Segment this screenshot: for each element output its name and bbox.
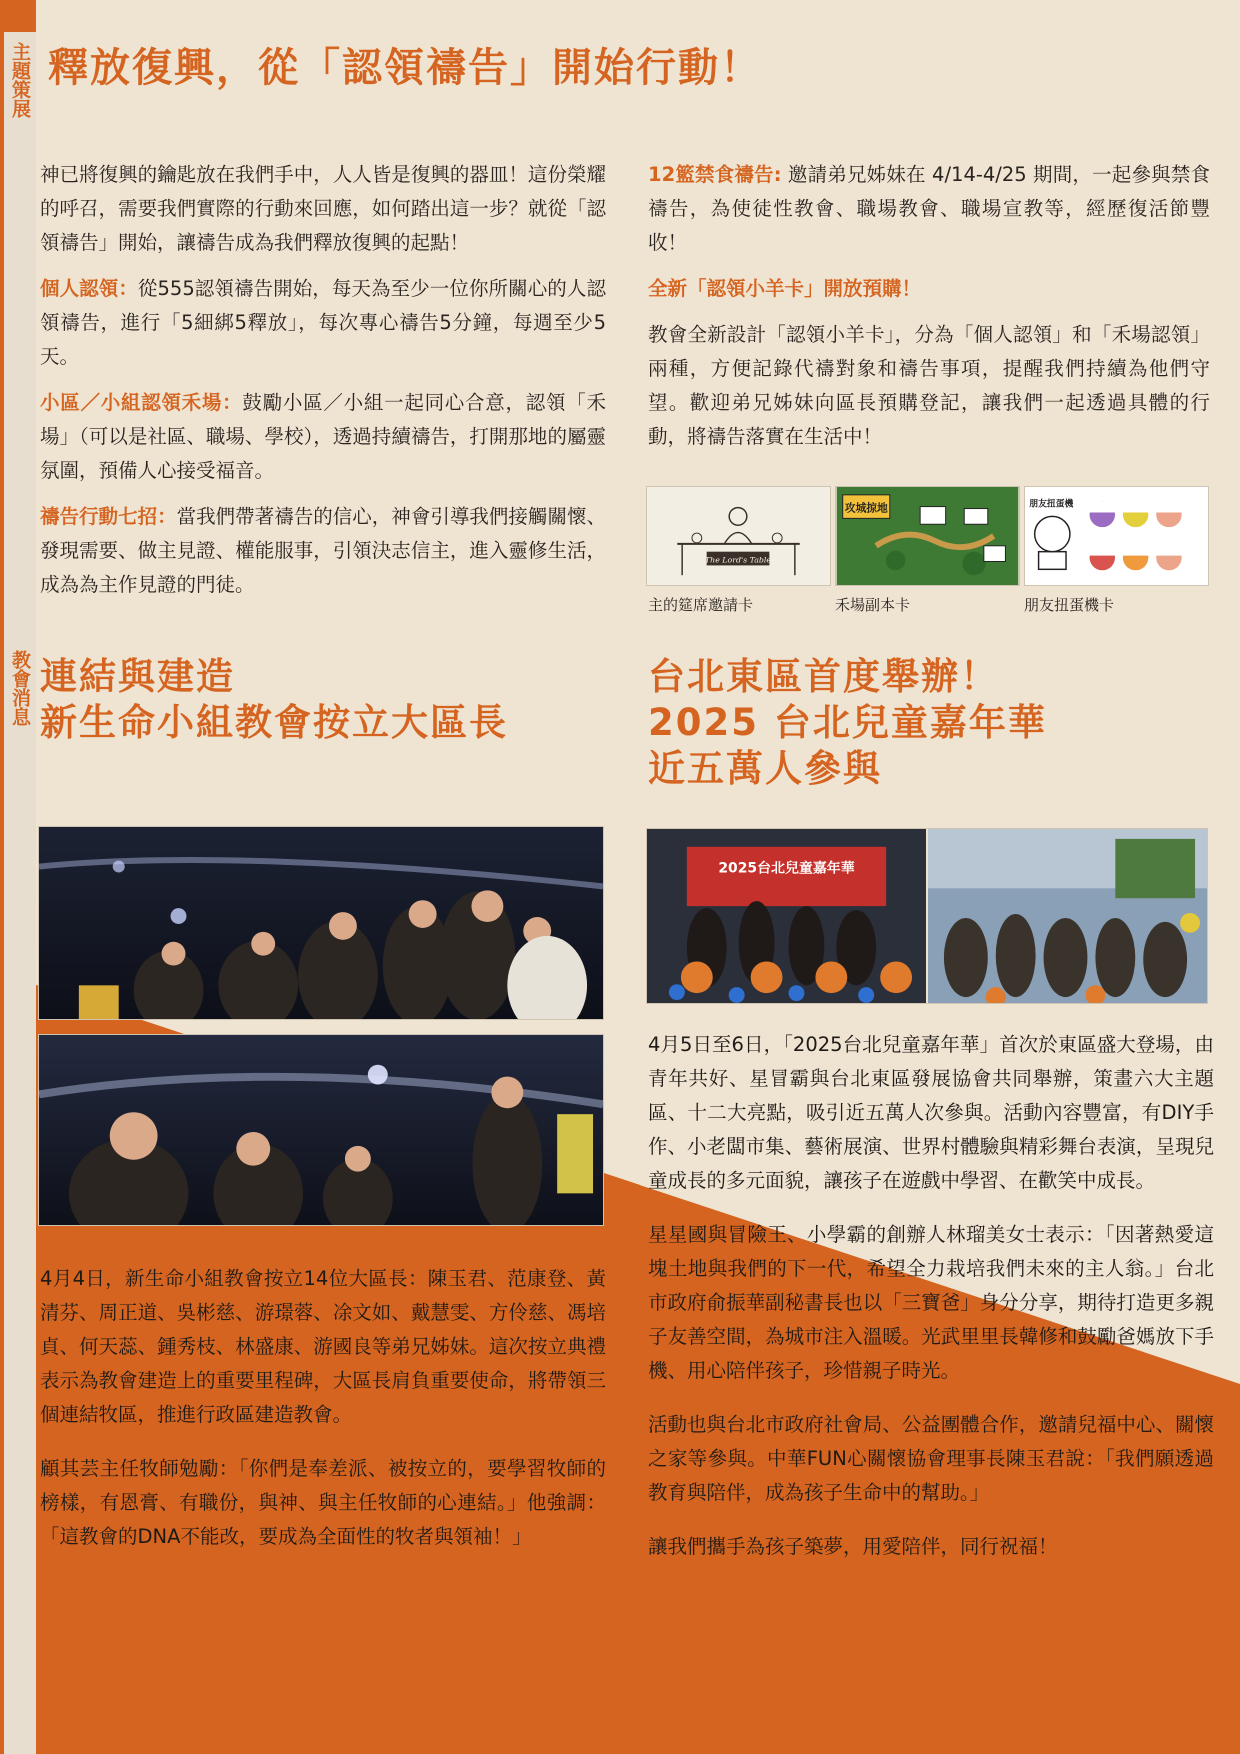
lamb-card-heading: 全新「認領小羊卡」開放預購！ <box>648 277 922 300</box>
ordination-photo-icon <box>39 827 603 1019</box>
group-claim-paragraph <box>40 386 606 488</box>
svg-text:朋友扭蛋機: 朋友扭蛋機 <box>1029 499 1074 510</box>
section-label-news: 教會消息 <box>9 650 31 726</box>
card-caption-friend-gacha: 朋友扭蛋機卡 <box>1024 596 1115 614</box>
ordination-paragraph-2: 顧其芸主任牧師勉勵：「你們是奉差派、被按立的，要學習牧師的榜樣，有恩膏、有職份，與神、與主任牧師的心連結。」他強調：「這教會的DNA不能改，要成為全面性的牧者與領袖！」 <box>40 1457 606 1548</box>
prayer-left-column <box>40 158 606 602</box>
lamb-card-description: 教會全新設計「認領小羊卡」，分為「個人認領」和「禾場認領」兩種，方便記錄代禱對象和禱告事項，提醒我們持續為他們守望。歡迎弟兄姊妹向區長預購登記，讓我們一起透過具體的行動，將禱告落實在生活中！ <box>648 323 1210 448</box>
news-right-title <box>648 654 1218 792</box>
seven-moves-text: 當我們帶著禱告的信心，神會引導我們接觸關懷、發現需要、做主見證、權能服事，引領決志信主，進入靈修生活，成為為主作見證的門徒。 <box>40 505 606 596</box>
fasting-paragraph <box>648 158 1210 260</box>
table-card-icon <box>647 487 830 585</box>
lords-table-card-image <box>646 486 831 586</box>
carnival-paragraph-3: 活動也與台北市政府社會局、公益團體合作，邀請兒福中心、關懷之家等參與。中華FUN心關懷協會理事長陳玉君說：「我們願透過教育與陪伴，成為孩子生命中的幫助。」 <box>648 1413 1214 1504</box>
personal-claim-label: 個人認領： <box>40 277 138 300</box>
news-left-title-line2: 新生命小組教會按立大區長 <box>40 701 508 744</box>
carnival-photo-icon <box>647 829 1207 1003</box>
card-caption-lords-table: 主的筵席邀請卡 <box>648 596 754 614</box>
news-left-title <box>40 654 610 746</box>
carnival-paragraph-1: 4月5日至6日，「2025台北兒童嘉年華」首次於東區盛大登場，由青年共好、星冒霸與台北東區發展協會共同舉辦，策畫六大主題區、十二大亮點，吸引近五萬人次參與。活動內容豐富，有DIY手作、小老闆市集、藝術展演、世界村體驗與精彩舞台表演，呈現兒童成長的多元面貌，讓孩子在遊戲中學習、在歡笑中成長。 <box>648 1033 1214 1192</box>
fasting-text: 邀請弟兄姊妹在 4/14-4/25 期間，一起參與禁食禱告，為使徒性教會、職場教會、職場宣教等，經歷復活節豐收！ <box>648 163 1210 254</box>
ordination-paragraph-1: 4月4日，新生命小組教會按立14位大區長：陳玉君、范康登、黃清芬、周正道、吳彬慈、游璟蓉、凃文如、戴慧雯、方伶慈、馮培貞、何天蕊、鍾秀枝、林盛康、游國良等弟兄姊妹。這次按立典禮表示為教會建造上的重要里程碑，大區長肩負重要使命，將帶領三個連結牧區，推進行政區建造教會。 <box>40 1267 606 1426</box>
corner-tab <box>0 0 36 32</box>
personal-claim-text: 從555認領禱告開始，每天為至少一位你所關心的人認領禱告，進行「5細綁5釋放」，每次專心禱告5分鐘，每週至少5天。 <box>40 277 606 368</box>
seven-moves-label: 禱告行動七招： <box>40 505 177 528</box>
carnival-paragraph-2: 星星國與冒險王、小學霸的創辦人林瑠美女士表示：「因著熱愛這塊土地與我們的下一代，希望全力栽培我們未來的主人翁。」台北市政府俞振華副秘書長也以「三寶爸」身分分享，期待打造更多親子友善空間，為城市注入溫暖。光武里里長韓修和鼓勵爸媽放下手機、用心陪伴孩子，珍惜親子時光。 <box>648 1223 1214 1382</box>
news-left-title-line1: 連結與建造 <box>40 655 235 698</box>
harvest-field-card-image <box>835 486 1020 586</box>
gacha-card-icon <box>1025 487 1208 585</box>
map-card-icon <box>836 487 1019 585</box>
news-right-title-line2: 2025 台北兒童嘉年華 <box>648 701 1047 744</box>
friend-gacha-card-image <box>1024 486 1209 586</box>
news-right-body <box>648 1028 1214 1564</box>
ordination-photo-1 <box>38 826 604 1020</box>
news-right-title-line3: 近五萬人參與 <box>648 747 882 790</box>
svg-text:攻城掠地: 攻城掠地 <box>844 501 888 515</box>
group-claim-text: 鼓勵小區／小組一起同心合意，認領「禾場」（可以是社區、職場、學校），透過持續禱告，打開那地的屬靈氛圍，預備人心接受福音。 <box>40 391 606 482</box>
svg-text:2025台北兒童嘉年華: 2025台北兒童嘉年華 <box>718 860 855 877</box>
fasting-label: 12籃禁食禱告: <box>648 163 782 186</box>
news-left-body <box>40 1262 606 1554</box>
ordination-photo-icon <box>39 1035 603 1225</box>
group-claim-label: 小區／小組認領禾場： <box>40 391 243 414</box>
ordination-photo-2 <box>38 1034 604 1226</box>
card-caption-harvest-field: 禾場副本卡 <box>835 596 911 614</box>
section-label-topic: 主題策展 <box>9 42 31 118</box>
carnival-photo <box>646 828 1208 1004</box>
seven-moves-paragraph <box>40 500 606 602</box>
personal-claim-paragraph <box>40 272 606 374</box>
prayer-intro: 神已將復興的鑰匙放在我們手中，人人皆是復興的器皿！這份榮耀的呼召，需要我們實際的行動來回應，如何踏出這一步？就從「認領禱告」開始，讓禱告成為我們釋放復興的起點！ <box>40 163 606 254</box>
page-title: 釋放復興，從「認領禱告」開始行動！ <box>48 45 762 91</box>
left-accent-bar <box>0 0 4 1754</box>
carnival-paragraph-4: 讓我們攜手為孩子築夢，用愛陪伴，同行祝福！ <box>648 1535 1058 1558</box>
news-right-title-line1: 台北東區首度舉辦！ <box>648 655 999 698</box>
svg-text:The Lord's Table: The Lord's Table <box>704 555 772 565</box>
prayer-right-column <box>648 158 1210 454</box>
